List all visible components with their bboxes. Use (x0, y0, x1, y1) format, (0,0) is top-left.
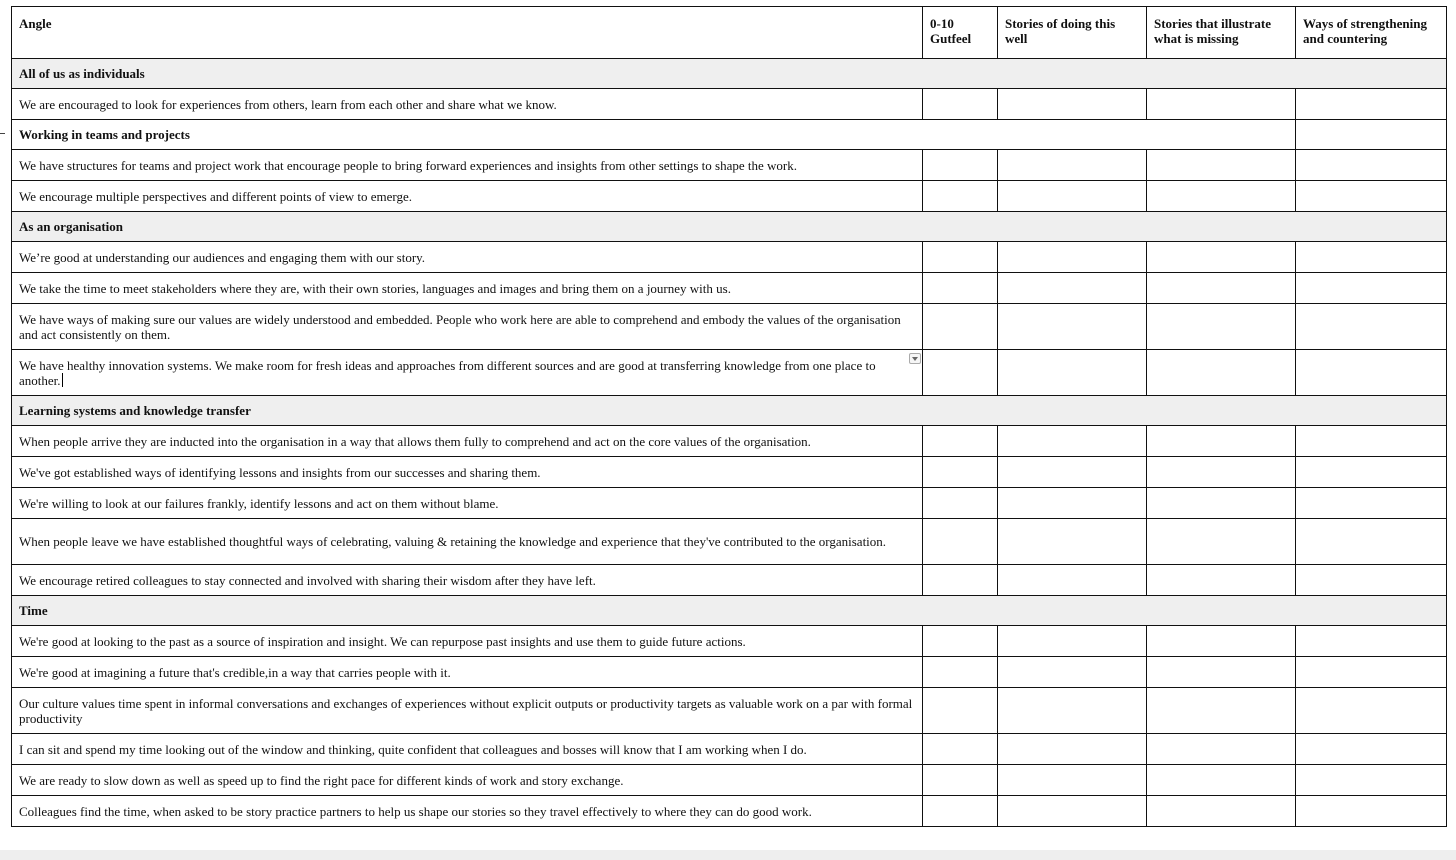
strengthening-cell[interactable] (1296, 426, 1447, 457)
strengthening-cell[interactable] (1296, 765, 1447, 796)
gutfeel-cell[interactable] (923, 565, 998, 596)
strengthening-cell[interactable] (1296, 273, 1447, 304)
strengthening-cell[interactable] (1296, 120, 1447, 150)
doing-well-cell[interactable] (998, 734, 1147, 765)
table-row (12, 657, 1447, 688)
section-row (12, 396, 1447, 426)
strengthening-cell[interactable] (1296, 565, 1447, 596)
doing-well-cell[interactable] (998, 796, 1147, 827)
header-missing: Stories that illustrate what is missing (1147, 7, 1296, 59)
gutfeel-cell[interactable] (923, 657, 998, 688)
table-row (12, 273, 1447, 304)
gutfeel-cell[interactable] (923, 273, 998, 304)
doing-well-cell[interactable] (998, 150, 1147, 181)
missing-cell[interactable] (1147, 273, 1296, 304)
doing-well-cell[interactable] (998, 565, 1147, 596)
bottom-scroll-area (0, 850, 1456, 860)
strengthening-cell[interactable] (1296, 150, 1447, 181)
angle-cell[interactable]: We’re good at understanding our audiences and engaging them with our story. (12, 242, 923, 273)
doing-well-cell[interactable] (998, 89, 1147, 120)
gutfeel-cell[interactable] (923, 150, 998, 181)
table-row (12, 242, 1447, 273)
missing-cell[interactable] (1147, 796, 1296, 827)
doing-well-cell[interactable] (998, 765, 1147, 796)
missing-cell[interactable] (1147, 626, 1296, 657)
strengthening-cell[interactable] (1296, 796, 1447, 827)
strengthening-cell[interactable] (1296, 688, 1447, 734)
angle-cell[interactable]: Colleagues find the time, when asked to be story practice partners to help us shape our stories so they travel effectively to where they can do good work. (12, 796, 923, 827)
text-cursor (62, 373, 64, 387)
angle-cell[interactable]: We are ready to slow down as well as speed up to find the right pace for different kinds of work and story exchange. (12, 765, 923, 796)
angle-cell[interactable]: We have ways of making sure our values are widely understood and embedded. People who work here are able to comprehend and embody the values of the organisation and act consistently on them. (12, 304, 923, 350)
doing-well-cell[interactable] (998, 657, 1147, 688)
gutfeel-cell[interactable] (923, 426, 998, 457)
strengthening-cell[interactable] (1296, 734, 1447, 765)
angle-cell[interactable]: We take the time to meet stakeholders where they are, with their own stories, languages and images and bring them on a journey with us. (12, 273, 923, 304)
table-row (12, 304, 1447, 350)
table-row (12, 796, 1447, 827)
table-row (12, 734, 1447, 765)
table-row (12, 150, 1447, 181)
missing-cell[interactable] (1147, 519, 1296, 565)
angle-cell[interactable]: We encourage retired colleagues to stay connected and involved with sharing their wisdom after they have left. (12, 565, 923, 596)
gutfeel-cell[interactable] (923, 734, 998, 765)
table-row (12, 181, 1447, 212)
missing-cell[interactable] (1147, 488, 1296, 519)
table-row (12, 519, 1447, 565)
gutfeel-cell[interactable] (923, 688, 998, 734)
missing-cell[interactable] (1147, 242, 1296, 273)
table-row (12, 765, 1447, 796)
cell-options-dropdown-icon[interactable] (909, 353, 921, 364)
section-title[interactable]: Working in teams and projects (12, 120, 1296, 150)
gutfeel-cell[interactable] (923, 181, 998, 212)
section-row (12, 120, 1447, 150)
missing-cell[interactable] (1147, 765, 1296, 796)
missing-cell[interactable] (1147, 89, 1296, 120)
gutfeel-cell[interactable] (923, 304, 998, 350)
angle-cell[interactable]: Our culture values time spent in informal conversations and exchanges of experiences without explicit outputs or productivity targets as valuable work on a par with formal productivity (12, 688, 923, 734)
angle-cell[interactable]: We have structures for teams and project work that encourage people to bring forward experiences and insights from other settings to shape the work. (12, 150, 923, 181)
missing-cell[interactable] (1147, 565, 1296, 596)
gutfeel-cell[interactable] (923, 89, 998, 120)
missing-cell[interactable] (1147, 350, 1296, 396)
angle-cell[interactable]: We've got established ways of identifying lessons and insights from our successes and sharing them. (12, 457, 923, 488)
strengthening-cell[interactable] (1296, 350, 1447, 396)
doing-well-cell[interactable] (998, 626, 1147, 657)
angle-cell[interactable]: We're good at imagining a future that's credible,in a way that carries people with it. (12, 657, 923, 688)
doing-well-cell[interactable] (998, 350, 1147, 396)
header-doing-well: Stories of doing this well (998, 7, 1147, 59)
missing-cell[interactable] (1147, 150, 1296, 181)
margin-marker (0, 133, 5, 134)
table-row (12, 488, 1447, 519)
strengthening-cell[interactable] (1296, 181, 1447, 212)
section-title[interactable]: Time (12, 596, 1447, 626)
missing-cell[interactable] (1147, 426, 1296, 457)
table-row (12, 457, 1447, 488)
gutfeel-cell[interactable] (923, 242, 998, 273)
angle-cell-text: We have healthy innovation systems. We make room for fresh ideas and approaches from different sources and are good at transferring knowledge from one place to another. (19, 357, 876, 388)
doing-well-cell[interactable] (998, 519, 1147, 565)
strengthening-cell[interactable] (1296, 519, 1447, 565)
angle-cell[interactable]: We encourage multiple perspectives and different points of view to emerge. (12, 181, 923, 212)
doing-well-cell[interactable] (998, 181, 1147, 212)
gutfeel-cell[interactable] (923, 350, 998, 396)
doing-well-cell[interactable] (998, 304, 1147, 350)
gutfeel-cell[interactable] (923, 765, 998, 796)
table-row (12, 565, 1447, 596)
strengthening-cell[interactable] (1296, 626, 1447, 657)
strengthening-cell[interactable] (1296, 657, 1447, 688)
gutfeel-cell[interactable] (923, 519, 998, 565)
angle-cell-active[interactable] (12, 350, 923, 396)
header-strengthening: Ways of strengthening and countering (1296, 7, 1447, 59)
table-row (12, 89, 1447, 120)
missing-cell[interactable] (1147, 688, 1296, 734)
section-title[interactable]: As an organisation (12, 212, 1447, 242)
angle-cell[interactable]: I can sit and spend my time looking out of the window and thinking, quite confident that colleagues and bosses will know that I am working when I do. (12, 734, 923, 765)
header-row (12, 7, 1447, 59)
doing-well-cell[interactable] (998, 488, 1147, 519)
doing-well-cell[interactable] (998, 688, 1147, 734)
section-row (12, 212, 1447, 242)
strengthening-cell[interactable] (1296, 457, 1447, 488)
strengthening-cell[interactable] (1296, 89, 1447, 120)
section-title[interactable]: All of us as individuals (12, 59, 1447, 89)
gutfeel-cell[interactable] (923, 626, 998, 657)
table-row (12, 688, 1447, 734)
strengthening-cell[interactable] (1296, 488, 1447, 519)
table-row (12, 350, 1447, 396)
angle-cell[interactable]: We are encouraged to look for experiences from others, learn from each other and share what we know. (12, 89, 923, 120)
header-gutfeel: 0-10 Gutfeel (923, 7, 998, 59)
angle-cell[interactable]: We're willing to look at our failures frankly, identify lessons and act on them without blame. (12, 488, 923, 519)
angle-cell[interactable]: When people leave we have established thoughtful ways of celebrating, valuing & retaining the knowledge and experience that they've contributed to the organisation. (12, 519, 923, 565)
missing-cell[interactable] (1147, 457, 1296, 488)
missing-cell[interactable] (1147, 657, 1296, 688)
assessment-table (11, 6, 1447, 827)
section-row (12, 59, 1447, 89)
header-angle: Angle (12, 7, 923, 59)
doing-well-cell[interactable] (998, 242, 1147, 273)
table-row (12, 426, 1447, 457)
doing-well-cell[interactable] (998, 426, 1147, 457)
section-title[interactable]: Learning systems and knowledge transfer (12, 396, 1447, 426)
angle-cell[interactable]: We're good at looking to the past as a source of inspiration and insight. We can repurpose past insights and use them to guide future actions. (12, 626, 923, 657)
strengthening-cell[interactable] (1296, 304, 1447, 350)
section-row (12, 596, 1447, 626)
doing-well-cell[interactable] (998, 457, 1147, 488)
doing-well-cell[interactable] (998, 273, 1147, 304)
gutfeel-cell[interactable] (923, 457, 998, 488)
missing-cell[interactable] (1147, 734, 1296, 765)
strengthening-cell[interactable] (1296, 242, 1447, 273)
gutfeel-cell[interactable] (923, 488, 998, 519)
angle-cell[interactable]: When people arrive they are inducted into the organisation in a way that allows them fully to comprehend and act on the core values of the organisation. (12, 426, 923, 457)
missing-cell[interactable] (1147, 181, 1296, 212)
table-row (12, 626, 1447, 657)
missing-cell[interactable] (1147, 304, 1296, 350)
gutfeel-cell[interactable] (923, 796, 998, 827)
